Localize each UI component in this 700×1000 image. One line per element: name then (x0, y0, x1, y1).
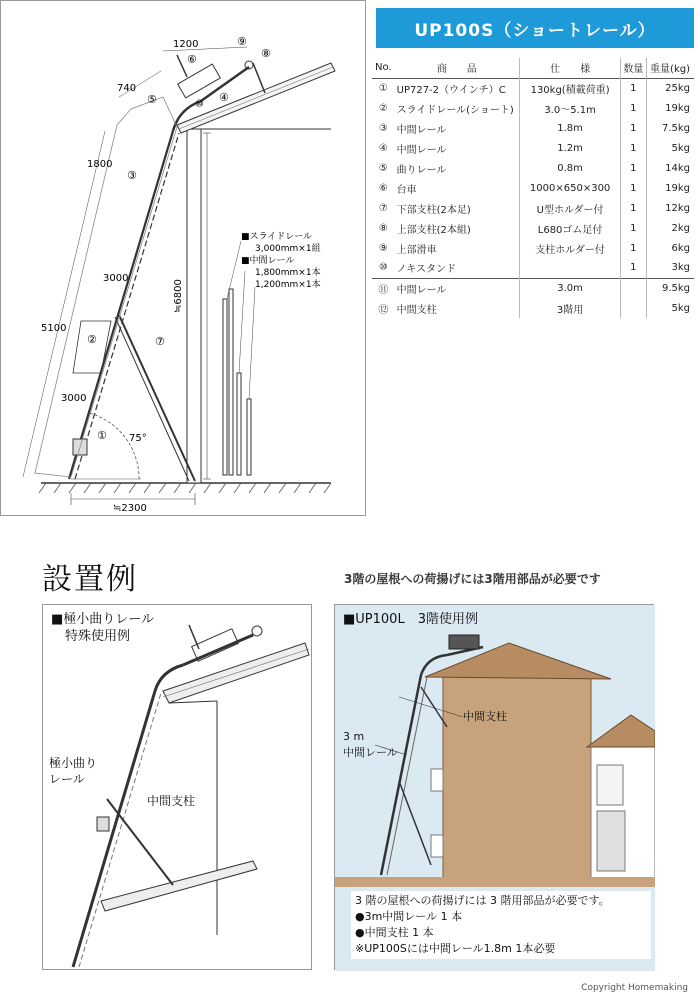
example1-illustration (43, 605, 313, 971)
table-row (372, 158, 694, 178)
row-weight: 6kg (671, 242, 690, 254)
header-no: No. (375, 62, 392, 74)
example1-label-curve-line1: 極小曲り (49, 756, 98, 770)
row-qty (621, 278, 647, 298)
example2-label-middle-support: 中間支柱 (463, 710, 507, 723)
example2-label-rail-line1: 3 m (343, 730, 365, 743)
row-spec: L680ゴム足付 (520, 218, 621, 238)
example2-caption-line3: ●中間支柱 1 本 (355, 926, 434, 939)
row-weight: 9.5kg (661, 282, 690, 294)
row-weight: 19kg (665, 102, 690, 114)
row-no: ⑦ (378, 202, 388, 214)
table-row (372, 198, 694, 218)
example2-caption-line4: ※UP100Sには中間レール1.8m 1本必要 (355, 942, 556, 955)
installation-diagram (0, 0, 366, 516)
example1-label-curve-line2: レール (49, 772, 85, 786)
row-qty: 1 (621, 158, 647, 178)
callout-2: ② (87, 333, 97, 346)
table-row (372, 98, 694, 118)
callout-8: ⑧ (261, 47, 271, 60)
row-spec: 1.8m (520, 118, 621, 138)
section-note: 3階の屋根への荷揚げには3階用部品が必要です (344, 572, 601, 586)
row-spec: 0.8m (520, 158, 621, 178)
dim-740: 740 (117, 83, 137, 94)
table-row (372, 118, 694, 138)
row-spec: 支柱ホルダー付 (520, 238, 621, 258)
row-qty: 1 (621, 218, 647, 238)
example2-caption-line1: 3 階の屋根への荷揚げには 3 階用部品が必要です。 (355, 894, 610, 907)
copyright: Copyright Homemaking (581, 983, 688, 993)
row-weight: 7.5kg (661, 122, 690, 134)
row-weight: 19kg (665, 182, 690, 194)
legend-mid-rail-spec1: 1,800mm×1本 (255, 268, 321, 278)
table-row (372, 238, 694, 258)
row-spec: 3.0m (520, 278, 621, 298)
row-spec: 1.2m (520, 138, 621, 158)
row-name: スライドレール(ショート) (395, 98, 520, 118)
row-no: ② (378, 102, 388, 114)
row-no: ① (378, 82, 388, 94)
spec-table-header (372, 58, 694, 78)
dim-1200: 1200 (173, 39, 199, 50)
row-no: ③ (378, 122, 388, 134)
header-weight: 重量(kg) (650, 64, 690, 76)
spec-title: UP100S（ショートレール） (376, 8, 694, 48)
header-spec: 仕 様 (520, 58, 621, 78)
row-weight: 2kg (671, 222, 690, 234)
row-spec: 3階用 (520, 298, 621, 318)
dim-1800: 1800 (87, 159, 113, 170)
example2-label-3m-rail (343, 729, 398, 761)
row-no: ⑤ (378, 162, 388, 174)
row-name: 上部支柱(2本組) (395, 218, 520, 238)
header-name: 商 品 (395, 58, 520, 78)
table-row (372, 218, 694, 238)
dim-width: ≒2300 (113, 503, 147, 514)
row-qty: 1 (621, 238, 647, 258)
row-qty: 1 (621, 198, 647, 218)
example-mini-curve-rail (42, 604, 312, 970)
callout-1: ① (97, 429, 107, 442)
row-qty (621, 298, 647, 318)
dim-height: ≒6800 (173, 279, 184, 313)
row-name: 中間支柱 (395, 298, 520, 318)
callout-9: ⑨ (237, 35, 247, 48)
row-weight: 12kg (665, 202, 690, 214)
example1-title-line2: 特殊使用例 (65, 629, 131, 644)
row-weight: 5kg (671, 142, 690, 154)
angle-label: 75° (129, 433, 147, 444)
callout-5: ⑤ (147, 93, 157, 106)
callout-10: ⑩ (195, 99, 204, 110)
row-qty: 1 (621, 98, 647, 118)
callout-4: ④ (219, 91, 229, 104)
row-name: 中間レール (395, 138, 520, 158)
callout-3: ③ (127, 169, 137, 182)
row-weight: 5kg (671, 302, 690, 314)
example1-label-curve-rail (49, 755, 97, 787)
row-name: 上部滑車 (395, 238, 520, 258)
row-no: ⑩ (378, 262, 388, 274)
header-qty: 数量 (621, 58, 647, 78)
row-name: 下部支柱(2本足) (395, 198, 520, 218)
table-row (372, 138, 694, 158)
example2-title: ■UP100L 3階使用例 (343, 612, 478, 627)
row-no: ⑨ (378, 242, 388, 254)
row-qty: 1 (621, 258, 647, 278)
callout-6: ⑥ (187, 53, 197, 66)
legend-mid-rail-spec2: 1,200mm×1本 (255, 280, 321, 290)
spec-table (372, 58, 694, 318)
installation-diagram-svg (1, 1, 367, 517)
legend-slide-rail-spec: 3,000mm×1組 (255, 244, 321, 254)
example1-title-line1: ■極小曲りレール (51, 612, 155, 627)
row-qty: 1 (621, 138, 647, 158)
dim-3000-upper: 3000 (103, 273, 129, 284)
dim-5100: 5100 (41, 323, 67, 334)
row-no: ⑫ (378, 304, 389, 316)
row-spec (520, 258, 621, 278)
section-title: 設置例 (42, 562, 138, 597)
example1-label-middle-support: 中間支柱 (147, 794, 196, 808)
row-no: ⑥ (378, 182, 388, 194)
legend-slide-rail: ■スライドレール (241, 232, 313, 242)
example1-title (51, 611, 154, 645)
row-weight: 25kg (665, 82, 690, 94)
row-no: ④ (378, 142, 388, 154)
callout-7: ⑦ (155, 335, 165, 348)
row-name: ノキスタンド (395, 258, 520, 278)
example-3rd-floor (334, 604, 654, 970)
table-row (372, 78, 694, 98)
table-row (372, 178, 694, 198)
row-name: 中間レール (395, 278, 520, 298)
row-spec: 3.0～5.1m (520, 98, 621, 118)
row-name: 曲りレール (395, 158, 520, 178)
example2-caption-line2: ●3m中間レール 1 本 (355, 910, 463, 923)
example2-label-rail-line2: 中間レール (343, 746, 398, 759)
dim-3000-lower: 3000 (61, 393, 87, 404)
row-name: UP727-2（ウインチ）C (395, 78, 520, 98)
table-row (372, 258, 694, 278)
row-qty: 1 (621, 118, 647, 138)
example2-caption (351, 891, 651, 959)
table-row (372, 298, 694, 318)
row-weight: 3kg (671, 262, 690, 274)
row-name: 中間レール (395, 118, 520, 138)
row-spec: 130kg(積載荷重) (520, 78, 621, 98)
row-qty: 1 (621, 178, 647, 198)
table-row (372, 278, 694, 298)
row-name: 台車 (395, 178, 520, 198)
row-weight: 14kg (665, 162, 690, 174)
legend-mid-rail: ■中間レール (241, 256, 295, 266)
row-spec: U型ホルダー付 (520, 198, 621, 218)
row-qty: 1 (621, 78, 647, 98)
row-no: ⑪ (378, 284, 389, 296)
row-spec: 1000×650×300 (520, 178, 621, 198)
row-no: ⑧ (378, 222, 388, 234)
